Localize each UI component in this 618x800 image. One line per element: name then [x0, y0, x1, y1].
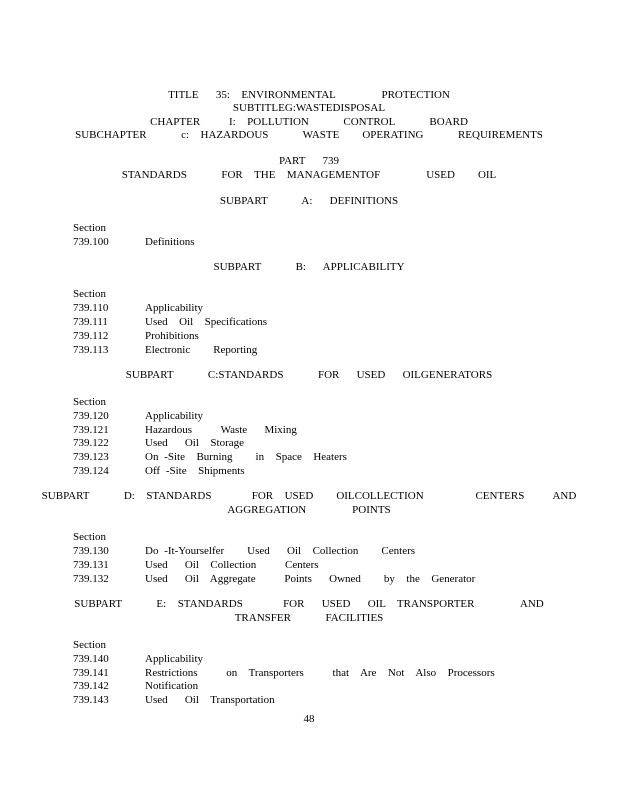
section-label: Section	[73, 222, 106, 234]
section-number: 739.130	[73, 545, 109, 557]
section-title: Applicability	[145, 653, 204, 665]
section-title: Used Oil Specifications	[145, 316, 267, 328]
section-title: Notification	[145, 680, 199, 692]
section-number: 739.100	[73, 236, 109, 248]
section-number: 739.131	[73, 559, 109, 571]
section-number: 739.122	[73, 437, 109, 449]
subpart-a-heading: SUBPART A: DEFINITIONS	[219, 195, 399, 207]
section-label: Section	[73, 639, 106, 651]
part-number: PART 739	[279, 155, 339, 167]
chapter-heading: CHAPTER I: POLLUTION CONTROL BOARD	[150, 116, 468, 128]
section-label: Section	[73, 396, 106, 408]
section-title: Electronic Reporting	[145, 344, 258, 356]
section-label: Section	[73, 531, 106, 543]
subpart-d-heading: SUBPART D: STANDARDS FOR USED OILCOLLECTION CENTERS AND	[41, 490, 577, 502]
document-subtitle: SUBTITLEG:WASTEDISPOSAL	[232, 102, 386, 114]
section-number: 739.142	[73, 680, 109, 692]
section-title: Used Oil Collection Centers	[145, 559, 319, 571]
section-title: On -Site Burning in Space Heaters	[145, 451, 347, 463]
document-title: TITLE 35: ENVIRONMENTAL PROTECTION	[168, 89, 450, 101]
section-number: 739.143	[73, 694, 109, 706]
section-title: Used Oil Storage	[145, 437, 245, 449]
subpart-d-heading-continued: AGGREGATION POINTS	[227, 504, 391, 516]
section-number: 739.123	[73, 451, 109, 463]
section-title: Definitions	[145, 236, 195, 248]
section-title: Do -It-Yourselfer Used Oil Collection Centers	[145, 545, 416, 557]
section-number: 739.132	[73, 573, 109, 585]
section-number: 739.112	[73, 330, 109, 342]
section-title: Hazardous Waste Mixing	[145, 424, 297, 436]
section-title: Restrictions on Transporters that Are Not Also Processors	[145, 667, 495, 679]
section-label: Section	[73, 288, 106, 300]
part-title: STANDARDS FOR THE MANAGEMENTOF USED OIL	[121, 169, 497, 181]
section-title: Off -Site Shipments	[145, 465, 245, 477]
section-title: Used Oil Aggregate Points Owned by the Generator	[145, 573, 476, 585]
section-title: Applicability	[145, 410, 204, 422]
subpart-c-heading: SUBPART C:STANDARDS FOR USED OILGENERATORS	[125, 369, 493, 381]
section-title: Applicability	[145, 302, 204, 314]
subpart-e-heading-continued: TRANSFER FACILITIES	[234, 612, 384, 624]
section-number: 739.113	[73, 344, 109, 356]
section-number: 739.141	[73, 667, 109, 679]
section-number: 739.110	[73, 302, 109, 314]
subpart-b-heading: SUBPART B: APPLICABILITY	[213, 261, 405, 273]
page-number: 48	[303, 713, 315, 725]
section-number: 739.121	[73, 424, 109, 436]
subchapter-heading: SUBCHAPTER c: HAZARDOUS WASTE OPERATING REQUIREMENTS	[75, 129, 543, 141]
section-number: 739.124	[73, 465, 109, 477]
section-number: 739.111	[73, 316, 108, 328]
subpart-e-heading: SUBPART E: STANDARDS FOR USED OIL TRANSPORTER AND	[74, 598, 544, 610]
section-number: 739.120	[73, 410, 109, 422]
section-title: Prohibitions	[145, 330, 199, 342]
section-title: Used Oil Transportation	[145, 694, 275, 706]
section-number: 739.140	[73, 653, 109, 665]
